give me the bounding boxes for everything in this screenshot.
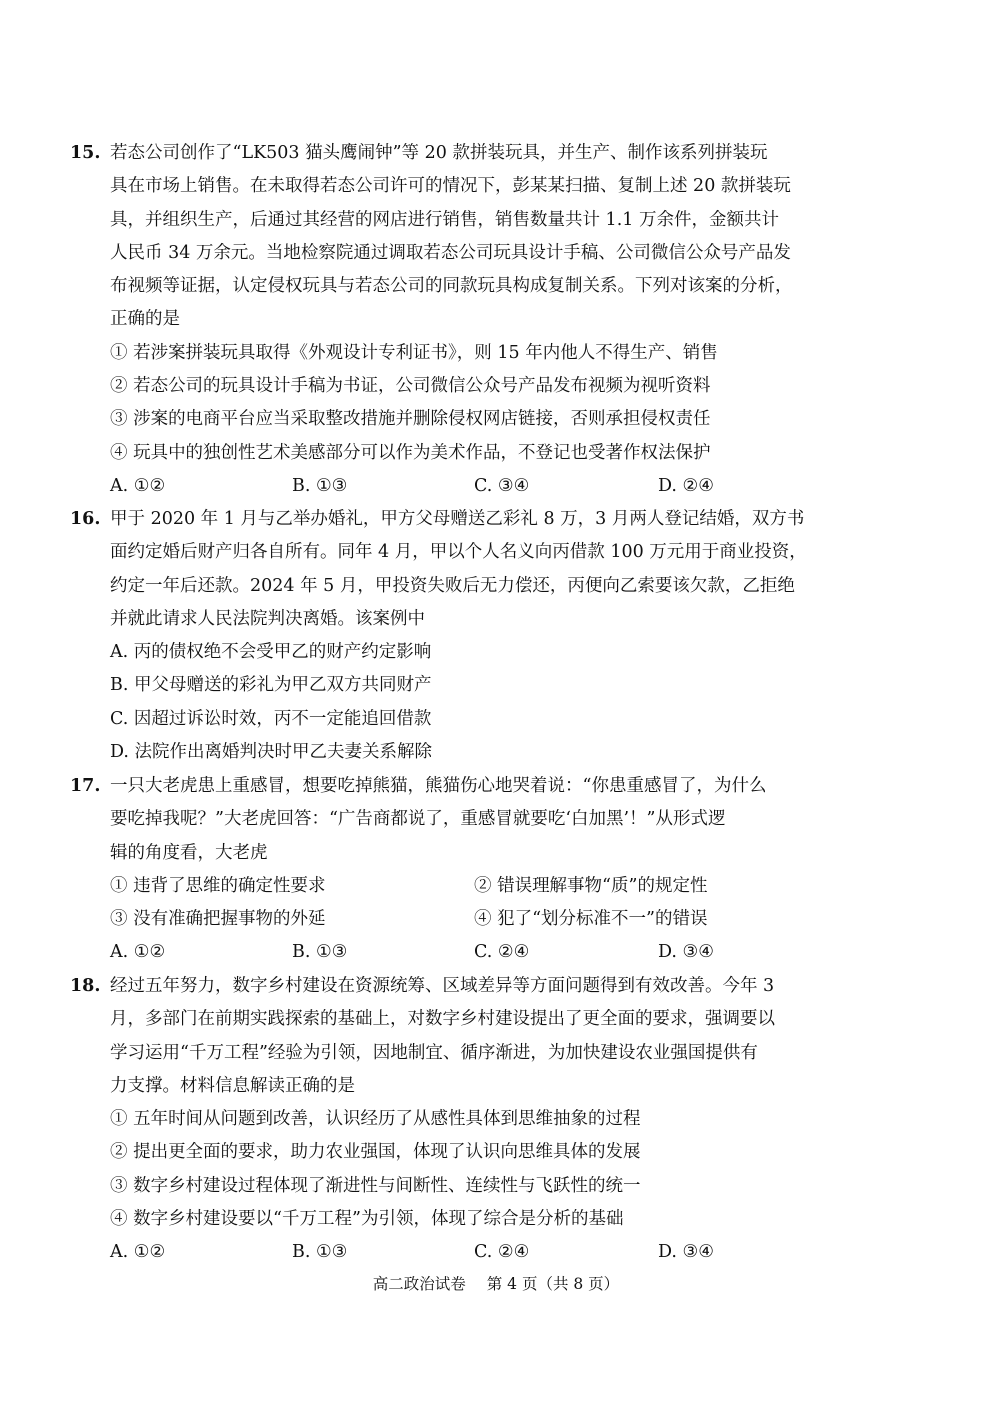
statement: ② 若态公司的玩具设计手稿为书证，公司微信公众号产品发布视频为视听资料: [110, 376, 711, 397]
choice-c[interactable]: C. ②④: [474, 1242, 530, 1263]
statements-row: [70, 870, 810, 903]
statement: ① 若涉案拼装玩具取得《外观设计专利证书》，则 15 年内他人不得生产、销售: [110, 342, 718, 363]
stem-line: 布视频等证据，认定侵权玩具与若态公司的同款玩具构成复制关系。下列对该案的分析，: [110, 276, 793, 297]
stem-line: 若态公司创作了“LK503 猫头鹰闹钟”等 20 款拼装玩具，并生产、制作该系列拼装玩: [110, 143, 768, 163]
option-d[interactable]: D. 法院作出离婚判决时甲乙夫妻关系解除: [110, 742, 433, 763]
statement: ③ 涉案的电商平台应当采取整改措施并删除侵权网店链接，否则承担侵权责任: [110, 409, 711, 430]
stem-line: 人民币 34 万余元。当地检察院通过调取若态公司玩具设计手稿、公司微信公众号产品发: [110, 242, 791, 263]
choice-c[interactable]: C. ③④: [474, 475, 530, 496]
option-b[interactable]: B. 甲父母赠送的彩礼为甲乙双方共同财产: [110, 675, 432, 696]
stem-line: 具在市场上销售。在未取得若态公司许可的情况下，彭某某扫描、复制上述 20 款拼装玩: [110, 176, 791, 197]
question-15: [70, 137, 810, 503]
choices-row: [70, 470, 810, 503]
question-number: 17.: [70, 776, 101, 796]
stem-line: 要吃掉我呢？”大老虎回答：“广告商都说了，重感冒就要吃‘白加黑’！”从形式逻: [110, 809, 726, 830]
stem-line: 一只大老虎患上重感冒，想要吃掉熊猫，熊猫伤心地哭着说：“你患重感冒了，为什么: [110, 776, 767, 796]
statements-row: [70, 903, 810, 936]
option-c[interactable]: C. 因超过诉讼时效，丙不一定能追回借款: [110, 708, 432, 729]
question-15-stem: [70, 137, 810, 337]
choice-b[interactable]: B. ①③: [292, 1242, 348, 1263]
stem-line: 力支撑。材料信息解读正确的是: [110, 1075, 355, 1096]
choices-row: [70, 1236, 810, 1269]
stem-line: 具，并组织生产，后通过其经营的网店进行销售，销售数量共计 1.1 万余件，金额共计: [110, 209, 779, 230]
statement: ④ 玩具中的独创性艺术美感部分可以作为美术作品，不登记也受著作权法保护: [110, 442, 711, 463]
page-footer: [0, 1272, 992, 1296]
stem-line: 月，多部门在前期实践探索的基础上，对数字乡村建设提出了更全面的要求，强调要以: [110, 1009, 775, 1030]
choice-b[interactable]: B. ①③: [292, 942, 348, 963]
choice-a[interactable]: A. ①②: [110, 475, 166, 496]
choices-row: [70, 936, 810, 969]
stem-line: 学习运用“千万工程”经验为引领，因地制宜、循序渐进，为加快建设农业强国提供有: [110, 1042, 758, 1063]
footer-page-number: 第 4 页（共 8 页）: [486, 1275, 620, 1293]
stem-line: 正确的是: [110, 309, 180, 330]
statement: ③ 没有准确把握事物的外延: [110, 909, 326, 930]
stem-line: 辑的角度看，大老虎: [110, 842, 268, 863]
question-17-stem: [70, 770, 810, 870]
choice-c[interactable]: C. ②④: [474, 942, 530, 963]
statement: ② 提出更全面的要求，助力农业强国，体现了认识向思维具体的发展: [110, 1142, 641, 1163]
statement: ① 违背了思维的确定性要求: [110, 875, 326, 896]
statement: ① 五年时间从问题到改善，认识经历了从感性具体到思维抽象的过程: [110, 1109, 641, 1130]
statement: ④ 数字乡村建设要以“千万工程”为引领，体现了综合是分析的基础: [110, 1209, 624, 1230]
question-16-stem: [70, 503, 810, 636]
question-18: [70, 970, 810, 1270]
stem-line: 并就此请求人民法院判决离婚。该案例中: [110, 608, 425, 629]
statement: ④ 犯了“划分标准不一”的错误: [474, 909, 708, 930]
stem-line: 甲于 2020 年 1 月与乙举办婚礼，甲方父母赠送乙彩礼 8 万，3 月两人登记结婚，双方书: [110, 509, 805, 529]
choice-d[interactable]: D. ③④: [658, 942, 714, 963]
statement: ③ 数字乡村建设过程体现了渐进性与间断性、连续性与飞跃性的统一: [110, 1175, 641, 1196]
choice-b[interactable]: B. ①③: [292, 475, 348, 496]
question-16: [70, 503, 810, 769]
question-17: [70, 770, 810, 970]
footer-subject: 高二政治试卷: [372, 1275, 466, 1293]
statement: ② 错误理解事物“质”的规定性: [474, 875, 708, 896]
choice-a[interactable]: A. ①②: [110, 942, 166, 963]
choice-a[interactable]: A. ①②: [110, 1242, 166, 1263]
choice-d[interactable]: D. ③④: [658, 1242, 714, 1263]
question-number: 15.: [70, 143, 101, 163]
question-number: 18.: [70, 976, 101, 996]
stem-line: 经过五年努力，数字乡村建设在资源统筹、区域差异等方面问题得到有效改善。今年 3: [110, 976, 775, 996]
question-number: 16.: [70, 509, 101, 529]
stem-line: 面约定婚后财产归各自所有。同年 4 月，甲以个人名义向丙借款 100 万元用于商业投资，: [110, 542, 807, 563]
choice-d[interactable]: D. ②④: [658, 475, 714, 496]
option-a[interactable]: A. 丙的债权绝不会受甲乙的财产约定影响: [110, 642, 432, 663]
stem-line: 约定一年后还款。2024 年 5 月，甲投资失败后无力偿还，丙便向乙索要该欠款，乙拒绝: [110, 575, 795, 596]
question-18-stem: [70, 970, 810, 1103]
